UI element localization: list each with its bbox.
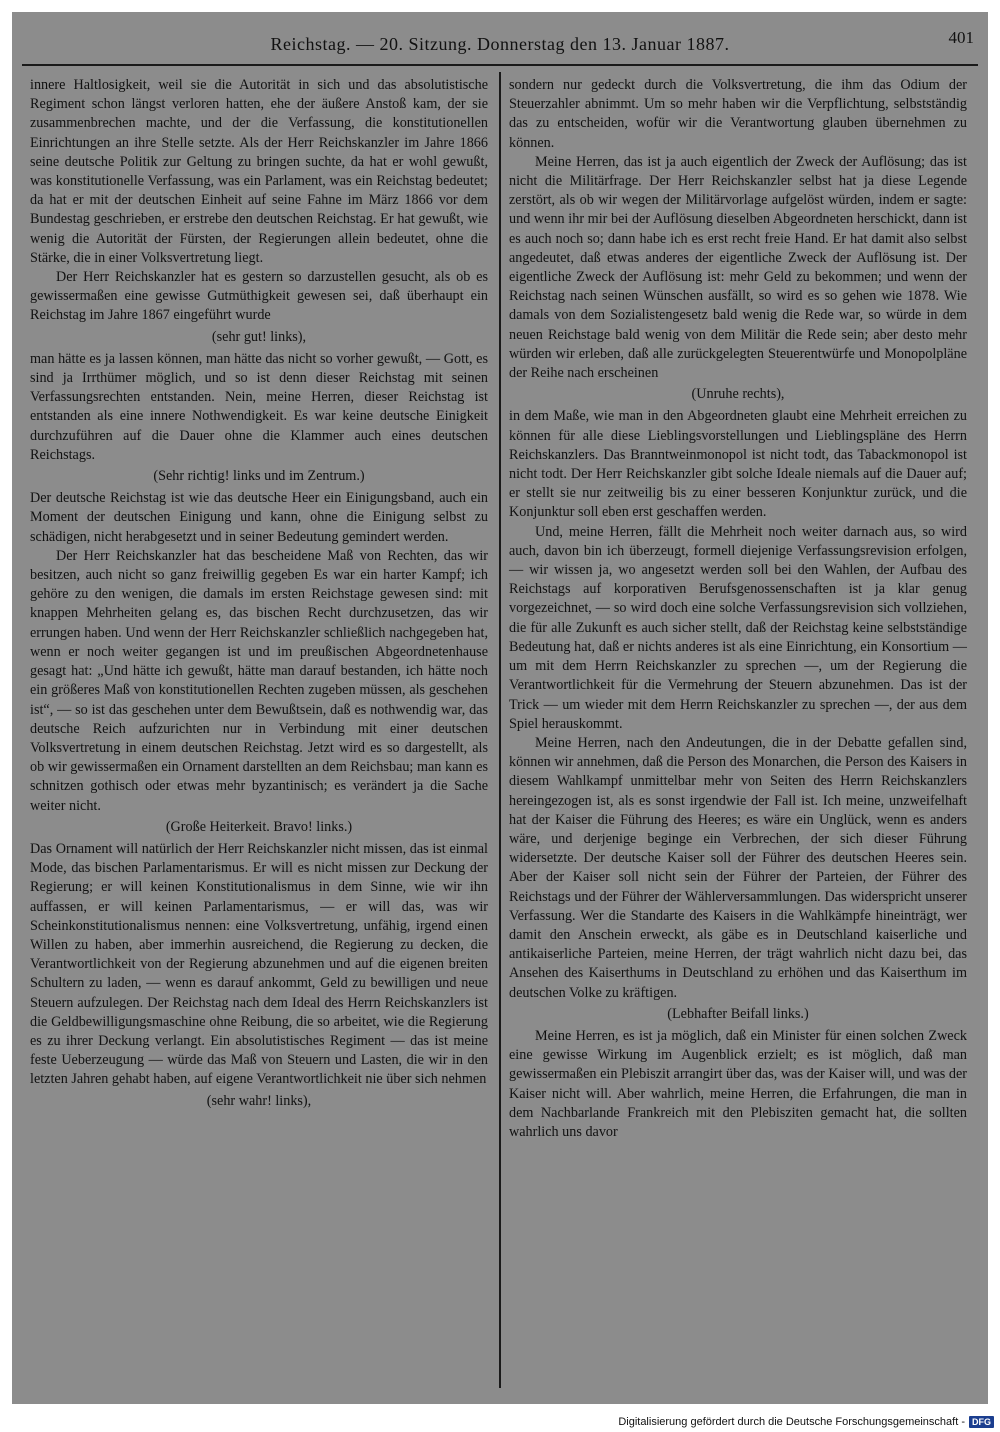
paragraph: Meine Herren, das ist ja auch eigentlich der Zweck der Auflösung; das ist nicht die Militärfrage. Der Herr Reichskanzler selbst hat ja diese Legende zerstört, als ob wir wegen der Militärvorlage aufgelöst würden, indem er sagte: und wenn ihr mir bei der Auflösung dieselben Abgeordneten herschickt, dann ist es auch noch so; dann habe ich es erst recht freie Hand. Er hat damit also selbst angedeutet, daß etwas anderes der eigentliche Zweck der Auflösung ist. Der eigentliche Zweck der Auflösung ist: mehr Geld zu bekommen; und wenn der Reichstag nach seinen Wünschen ausfällt, so wird es so gehen wie 1878. Wie damals von dem Sozialistengesetz bald wenig die Rede war, so würde in dem neuen Reichstage bald wenig von dem Militär die Rede sein; aber desto mehr würden wir erleben, daß alle zurückgelegten Steuerentwürfe und Monopolpläne der Reihe nach erscheinen xyxy=(509,153,967,382)
paragraph: Der deutsche Reichstag ist wie das deutsche Heer ein Einigungsband, auch ein Moment der deutschen Einigung und kann, ohne die Einigung selbst zu schädigen, nicht herabgesetzt und in seiner Bedeutung gemindert werden. xyxy=(30,490,488,545)
paragraph: Der Herr Reichskanzler hat das bescheidene Maß von Rechten, das wir besitzen, auch nicht so ganz freiwillig gegeben Es war ein harter Kampf; ich gehöre zu den wenigen, die damals im ersten Reichstage gewesen sind: mit knappen Mehrheiten gelang es, das bischen Recht durchzusetzen, das wir errungen haben. Und wenn der Herr Reichskanzler schließlich nachgegeben hat, wenn er noch weiter gegangen ist und im preußischen Abgeordnetenhause gesagt hat: „Und hätte ich gewußt, hätte man darauf bestanden, ich hätte noch ein größeres Maß von konstitutionellen Rechten zugeben müssen, als geschehen ist“, — so ist das geschehen unter dem Bewußtsein, daß es nothwendig war, das deutsche Reich aufzurichten nur in Verbindung mit einer deutschen Volksvertretung in einem deutschen Reichstag. Jetzt wird es so dargestellt, als ob wir gewissermaßen ein Ornament darstellten an dem Reichsbau; man kann es schnitzen gothisch oder etwas mehr byzantinisch; es verändert ja die Sache weiter nicht. xyxy=(30,547,488,814)
paragraph: Meine Herren, es ist ja möglich, daß ein Minister für einen solchen Zweck eine gewisse Wirkung im Augenblick erzielt; es ist möglich, daß man gewissermaßen ein Plebiszit arrangirt über das, was der Kaiser will, und was der Kaiser nicht will. Aber wahrlich, meine Herren, die Erfahrungen, die man in dem Nachbarlande Frankreich mit den Plebisziten gemacht hat, die sollten wahrlich uns davor xyxy=(509,1027,967,1140)
interjection: (Lebhafter Beifall links.) xyxy=(667,1005,809,1022)
interjection: (sehr gut! links), xyxy=(211,328,307,345)
column-divider xyxy=(499,72,501,1388)
paragraph: sondern nur gedeckt durch die Volksvertretung, die ihm das Odium der Steuerzahler abnimmt. Um so mehr haben wir die Verpflichtung, selbstständig das zu entscheiden, wofür wir die Verantwortung glauben übernehmen zu können. xyxy=(509,77,967,151)
paragraph: man hätte es ja lassen können, man hätte das nicht so vorher gewußt, — Gott, es sind ja Irrthümer möglich, und so ist denn dieser Reichstag mit seinen Verfassungsrechten entstanden. Nein, meine Herren, dieser Reichstag ist entstanden als eine innere Nothwendigkeit. Es war keine deutsche Einigkeit durchzuführen auf die Dauer ohne die Klammer auch eines deutschen Reichstags. xyxy=(30,350,488,463)
right-column xyxy=(509,76,967,1142)
paragraph: in dem Maße, wie man in den Abgeordneten glaubt eine Mehrheit erreichen zu können für alle diese Lieblingsvorstellungen und Lieblingspläne des Herrn Reichskanzlers. Das Branntweinmonopol ist nicht todt, das Tabackmonopol ist nicht todt. Der Herr Reichskanzler gibt solche Ideale niemals auf die Dauer auf; er stellt sie nur zeitweilig bis zu einer besseren Konjunktur zurück, und die Konjunktur soll eben erst geschaffen werden. xyxy=(509,408,967,521)
dfg-logo: DFG xyxy=(969,1416,994,1428)
interjection: (Unruhe rechts), xyxy=(691,386,785,403)
paragraph: Und, meine Herren, fällt die Mehrheit noch weiter darnach aus, so wird auch, davon bin ich überzeugt, formell diejenige Verfassungsrevision erfolgen, — wir wissen ja, wo angesetzt werden soll bei den Wahlen, der Aufbau des Reichstags auf korporativen Berufsgenossenschaften ist ja klar genug vorgezeichnet, — so wird doch eine solche Verfassungsrevision sich vollziehen, die für alle Zukunft es auch sicher stellt, daß der Reichstag keine selbstständige Bedeutung hat, daß er nichts anderes ist als eine Einrichtung, ein Konsortium — um mit dem Herrn Reichskanzler zu sprechen —, um der Regierung die Verantwortlichkeit für die Vermehrung der Steuern abzunehmen. Das ist der Trick — um wieder mit dem Herrn Reichskanzler zu sprechen —, der aus dem Spiel herauskommt. xyxy=(509,523,967,732)
left-column xyxy=(30,76,488,1114)
paragraph: Das Ornament will natürlich der Herr Reichskanzler nicht missen, das ist einmal Mode, das bischen Parlamentarismus. Er will es nicht missen zur Deckung der Regierung; er will keinen Konstitutionalismus in dem Sinne, wie wir ihn auffassen, er will keinen Parlamentarismus, — er will das, was wir Scheinkonstitutionalismus nennen: eine Volksvertretung, unfähig, irgend einen Willen zu haben, aber immerhin ausreichend, die Regierung zu decken, die Verantwortlichkeit von der Regierung abzunehmen und auf die eigenen breiten Schultern zu laden, — wenn es darauf ankommt, Geld zu bewilligen und neue Steuern aufzulegen. Der Reichstag nach dem Ideal des Herrn Reichskanzlers ist die Geldbewilligungsmaschine ohne Reibung, die so arbeitet, wie die Regierung es zu ihrer Deckung verlangt. Ein absolutistisches Regiment — das ist meine feste Ueberzeugung — würde das Maß von Steuern und Lasten, die wir in den letzten Jahren gehabt haben, auf eigene Verantwortlichkeit nie über sich nehmen xyxy=(30,840,488,1088)
page-header xyxy=(12,28,988,64)
header-rule xyxy=(22,64,978,66)
paragraph: Meine Herren, nach den Andeutungen, die in der Debatte gefallen sind, können wir annehmen, daß die Person des Monarchen, die Person des Kaisers in diesem Wahlkampf unmittelbar mehr von Seiten des Herrn Reichskanzlers hereingezogen ist, als es sonst irgendwie der Fall ist. Ich meine, unzweifelhaft hat der Kaiser die Führung des Heeres; es wäre ein Unglück, wenn es anders wäre, und derjenige beginge ein Verbrechen, der sich dieser Führung widersetzte. Der deutsche Kaiser soll der Führer des deutschen Heeres sein. Aber der Kaiser soll nicht sein der Führer der Parteien, der Führer des Reichstags und der Führer der Wählerversammlungen. Das widerspricht unserer Verfassung. Wer die Standarte des Kaisers in die Wahlkämpfe hineinträgt, wer damit den Anschein erweckt, als gäbe es in Deutschland kaiserliche und antikaiserliche Parteien, meine Herren, der trägt wahrlich nicht dazu bei, das Ansehen des Kaiserthums in Deutschland zu erhöhen und das Kaiserthum im deutschen Volke zu kräftigen. xyxy=(509,734,967,1001)
scanned-page xyxy=(12,12,988,1404)
interjection: (Sehr richtig! links und im Zentrum.) xyxy=(153,468,365,485)
paragraph: Der Herr Reichskanzler hat es gestern so darzustellen gesucht, als ob es gewissermaßen eine gewisse Gutmüthigkeit gewesen sei, daß überhaupt ein Reichstag im Jahre 1867 eingeführt wurde xyxy=(30,269,488,324)
running-title: Reichstag. — 20. Sitzung. Donnerstag den 13. Januar 1887. xyxy=(270,34,730,54)
page-number: 401 xyxy=(948,28,974,47)
funding-note: Digitalisierung gefördert durch die Deutsche Forschungsgemeinschaft - xyxy=(618,1416,965,1428)
footer xyxy=(618,1416,994,1428)
paragraph: innere Haltlosigkeit, weil sie die Autorität in sich und das absolutistische Regiment schon längst verloren hatten, ehe der äußere Anstoß kam, der sie zusammenbrechen machte, und der die Verfassung, die konstitutionellen Einrichtungen an ihre Stelle setzte. Als der Herr Reichskanzler im Jahre 1866 seine deutsche Politik zur Geltung zu bringen suchte, da hat er wohl gewußt, was konstitutionelle Verfassung, was ein Parlament, was ein Reichstag bedeutet; da hat er mit der deutschen Einheit auf seine Fahne im März 1866 vor dem Bundestag geschrieben, er erstrebe den deutschen Reichstag. Er hat gewußt, wie wenig die Autorität der Fürsten, der Regierungen allein bedeutet, ohne die Stärke, die in einer Volksvertretung liegt. xyxy=(30,77,488,266)
interjection: (sehr wahr! links), xyxy=(206,1092,312,1109)
interjection: (Große Heiterkeit. Bravo! links.) xyxy=(165,818,353,835)
